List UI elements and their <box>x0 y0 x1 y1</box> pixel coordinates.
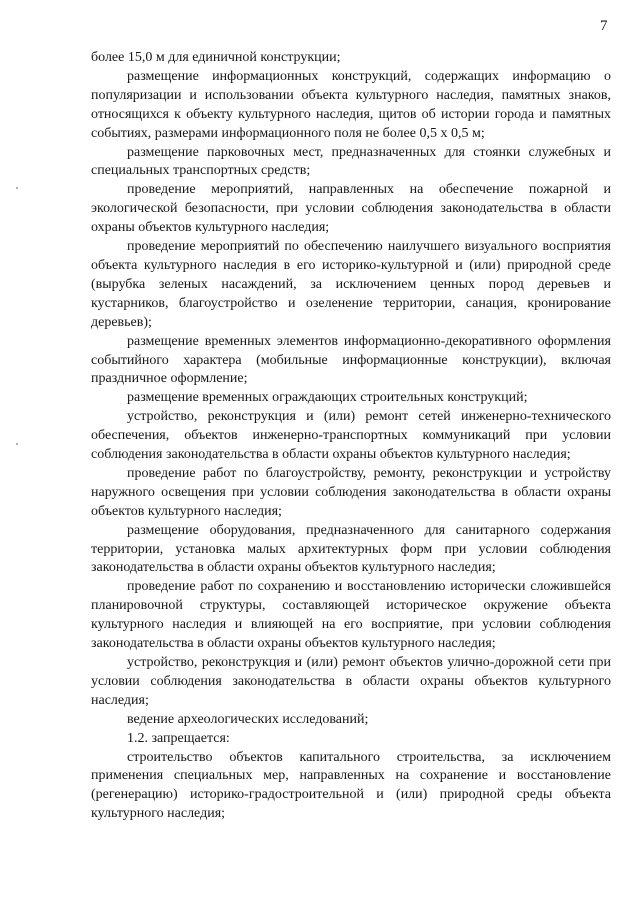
paragraph: размещение временных ограждающих строительных конструкций; <box>127 390 528 406</box>
paragraph: размещение временных элементов информационно-декоративного оформления событийного характера (мобильные информационные конструкции), включая праздничное оформление; <box>91 333 611 387</box>
paragraph: 1.2. запрещается: <box>127 730 230 746</box>
paragraph: размещение парковочных мест, предназначенных для стоянки служебных и специальных транспортных средств; <box>91 144 611 179</box>
paragraph: размещение оборудования, предназначенного для санитарного содержания территории, установка малых архитектурных форм при условии соблюдения законодательства в области охраны объектов культурного наследия; <box>91 522 611 576</box>
paragraph: строительство объектов капитального строительства, за исключением применения специальных мер, направленных на сохранение и восстановление (регенерацию) историко-градостроительной и (или) природной среды объекта культурного наследия; <box>91 749 611 822</box>
paragraph: устройство, реконструкция и (или) ремонт объектов улично-дорожной сети при условии соблюдения законодательства в области охраны объектов культурного наследия; <box>91 655 611 708</box>
paragraph: более 15,0 м для единичной конструкции; <box>91 50 341 65</box>
paragraph: проведение работ по благоустройству, ремонту, реконструкции и устройству наружного освещения при условии соблюдения законодательства в области охраны объектов культурного наследия; <box>91 465 611 519</box>
paragraph: проведение мероприятий по обеспечению наилучшего визуального восприятия объекта культурного наследия в его историко-культурной и (или) природной среде (вырубка зеленых насаждений, за исключением ценных пород деревьев и кустарников, благоустройство и озеленение территории, санация, кронирование деревьев); <box>91 239 611 330</box>
paragraph: ведение археологических исследований; <box>127 711 369 727</box>
body-text <box>91 49 611 824</box>
paragraph: устройство, реконструкция и (или) ремонт сетей инженерно-технического обеспечения, объектов инженерно-транспортных коммуникаций при условии соблюдения законодательства в области охраны объектов культурного наследия; <box>91 409 611 463</box>
paragraph: проведение работ по сохранению и восстановлению исторически сложившейся планировочной структуры, составляющей историческое окружение объекта культурного наследия и влияющей на его восприятие, при условии соблюдения законодательства в области охраны объектов культурного наследия; <box>91 579 611 652</box>
paragraph: проведение мероприятий, направленных на обеспечение пожарной и экологической безопасности, при условии соблюдения законодательства в области охраны объектов культурного наследия; <box>91 182 611 236</box>
margin-dot <box>16 187 18 189</box>
page-number: 7 <box>600 18 608 34</box>
margin-dot <box>16 443 18 445</box>
paragraph: размещение информационных конструкций, содержащих информацию о популяризации и использовании объекта культурного наследия, памятных знаков, относящихся к объекту культурного наследия, щитов об истории города и памятных событиях, размерами информационного поля не более 0,5 х 0,5 м; <box>91 68 611 141</box>
